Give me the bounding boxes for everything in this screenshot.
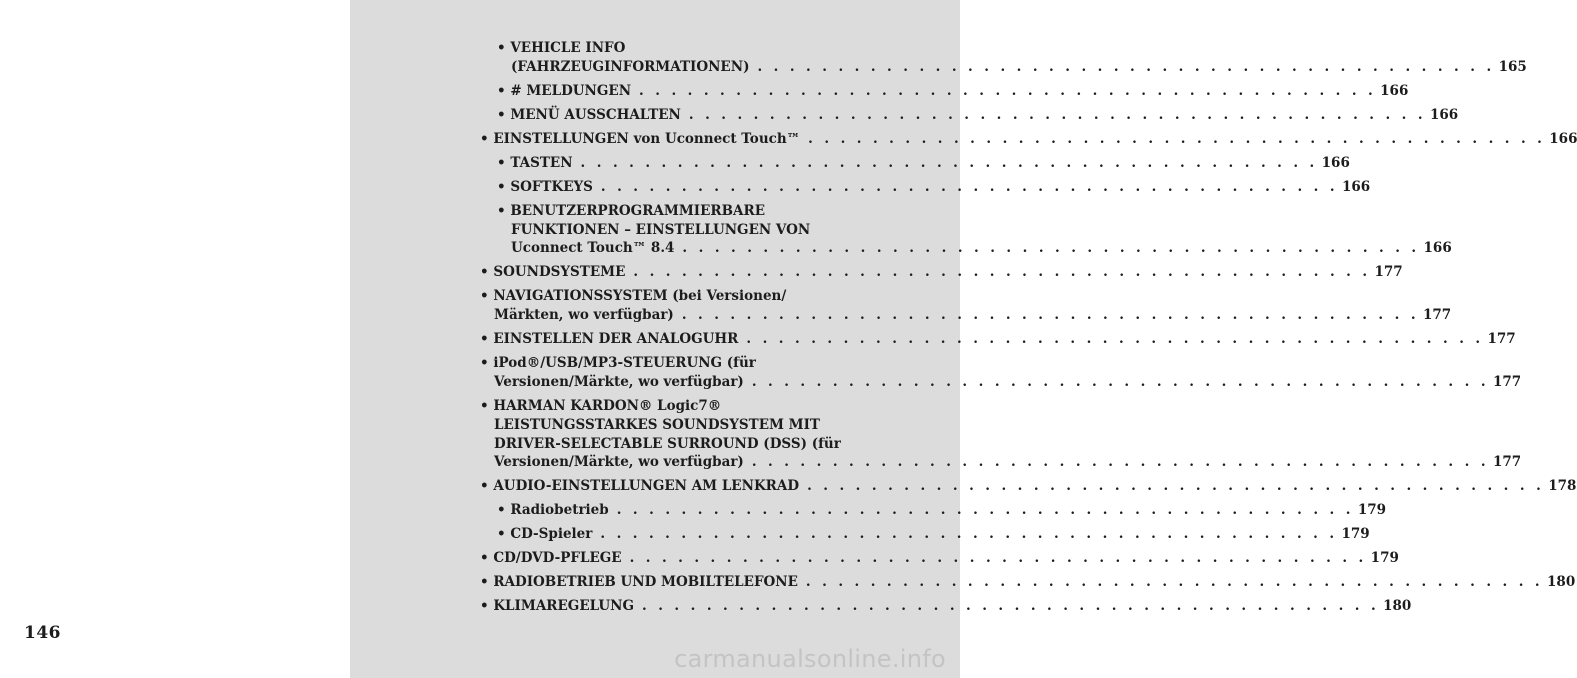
toc-entry-text: • NAVIGATIONSSYSTEM (bei Versionen/ xyxy=(480,288,787,305)
toc-entry-text: • AUDIO-EINSTELLUNGEN AM LENKRAD xyxy=(480,478,800,495)
toc-entry-text: • EINSTELLUNGEN von Uconnect Touch™ xyxy=(480,130,801,147)
toc-entry-line xyxy=(511,58,1527,75)
toc-entry-page[interactable]: 179 xyxy=(1370,550,1399,567)
dot-leader: . . . . . . . . . . . . . . . . . . . . . . . . . . . . . . . . . . . . . . . . . . . . . . xyxy=(688,106,1426,123)
dot-leader: . . . . . . . . . . . . . . . . . . . . . . . . . . . . . . . . . . . . . . . . . . . . . . xyxy=(805,574,1544,591)
toc-entry-line xyxy=(511,222,896,238)
toc-entry-text: • HARMAN KARDON® Logic7® xyxy=(480,398,722,414)
toc-entry-page[interactable]: 166 xyxy=(1549,130,1577,147)
toc-entry-line xyxy=(494,307,1452,324)
toc-entry-line xyxy=(497,82,1409,99)
toc-entry-text: Versionen/Märkte, wo verfügbar) xyxy=(494,454,744,471)
toc-entry-line xyxy=(497,526,1370,543)
toc-entry-line xyxy=(497,154,1350,171)
toc-entry-page[interactable]: 166 xyxy=(1380,82,1409,99)
toc-entry-text: • RADIOBETRIEB UND MOBILTELEFONE xyxy=(480,574,798,591)
dot-leader: . . . . . . . . . . . . . . . . . . . . . . . . . . . . . . . . . . . . . . . . . . . . . . xyxy=(616,502,1354,519)
toc-entry-line xyxy=(480,130,1577,147)
toc-entry-page[interactable]: 180 xyxy=(1383,598,1412,615)
toc-entry-text: Märkten, wo verfügbar) xyxy=(494,307,674,324)
toc-entry-text: FUNKTIONEN – EINSTELLUNGEN VON xyxy=(511,221,811,238)
toc-entry-line xyxy=(480,398,896,414)
toc-entry-page[interactable]: 180 xyxy=(1547,574,1576,591)
toc-entry-text: • CD-Spieler xyxy=(497,526,593,543)
toc-entry-text: • CD/DVD-PFLEGE xyxy=(480,550,622,567)
toc-entry-page[interactable]: 166 xyxy=(1423,240,1452,257)
toc-entry-text: Uconnect Touch™ 8.4 xyxy=(511,240,675,257)
toc-entry-line xyxy=(480,264,1403,281)
toc-entry-text: • SOFTKEYS xyxy=(497,178,593,195)
toc-entry-line xyxy=(480,288,896,304)
toc-entry-text: LEISTUNGSSTARKES SOUNDSYSTEM MIT xyxy=(494,416,820,433)
toc-entry-text: • EINSTELLEN DER ANALOGUHR xyxy=(480,331,739,348)
dot-leader: . . . . . . . . . . . . . . . . . . . . . . . . . . . . . . . . . . . . . . . . . . . . . . xyxy=(751,374,1489,390)
toc-entry-line xyxy=(494,436,896,452)
toc-entry-line xyxy=(480,478,1577,495)
toc-entry-line xyxy=(497,502,1387,519)
toc-entry-line xyxy=(494,454,1522,471)
toc-entry-line xyxy=(497,40,896,56)
toc-entry-line xyxy=(480,355,896,371)
toc-entry-page[interactable]: 165 xyxy=(1498,58,1527,75)
toc-entry-line xyxy=(497,203,896,219)
dot-leader: . . . . . . . . . . . . . . . . . . . . . . . . . . . . . . . . . . . . . . . . . . . . . . xyxy=(751,454,1489,471)
watermark-text: carmanualsonline.info xyxy=(674,645,946,673)
toc-entry-line xyxy=(480,598,1412,615)
dot-leader: . . . . . . . . . . . . . . . . . . . . . . . . . . . . . . . . . . . . . . . . . . . . . . xyxy=(757,58,1495,75)
dot-leader: . . . . . . . . . . . . . . . . . . . . . . . . . . . . . . . . . . . . . . . . . . . . . . xyxy=(580,154,1318,171)
toc-entry-page[interactable]: 177 xyxy=(1422,307,1452,324)
dot-leader: . . . . . . . . . . . . . . . . . . . . . . . . . . . . . . . . . . . . . . . . . . . . . . xyxy=(633,264,1371,281)
toc-entry-line xyxy=(494,374,1522,390)
toc-entry-line xyxy=(511,240,1452,257)
toc-entry-page[interactable]: 179 xyxy=(1357,502,1387,519)
toc-entry-line xyxy=(494,417,896,433)
toc-entry-text: • iPod®/USB/MP3-STEUERUNG (für xyxy=(480,355,756,372)
toc-entry-text: • TASTEN xyxy=(497,154,573,171)
toc-entry-page[interactable]: 166 xyxy=(1321,154,1350,171)
toc-entry-page[interactable]: 177 xyxy=(1492,454,1522,471)
toc-entry-text: • MENÜ AUSSCHALTEN xyxy=(497,106,681,123)
toc-entry-text: • VEHICLE INFO xyxy=(497,40,626,56)
dot-leader: . . . . . . . . . . . . . . . . . . . . . . . . . . . . . . . . . . . . . . . . . . . . . . xyxy=(746,331,1484,348)
dot-leader: . . . . . . . . . . . . . . . . . . . . . . . . . . . . . . . . . . . . . . . . . . . . . . xyxy=(642,598,1380,615)
toc-entry-page[interactable]: 179 xyxy=(1341,526,1370,543)
page-number: 146 xyxy=(24,623,61,643)
dot-leader: . . . . . . . . . . . . . . . . . . . . . . . . . . . . . . . . . . . . . . . . . . . . . . xyxy=(600,178,1338,195)
dot-leader: . . . . . . . . . . . . . . . . . . . . . . . . . . . . . . . . . . . . . . . . . . . . . . xyxy=(600,526,1338,543)
toc-entry-text: Versionen/Märkte, wo verfügbar) xyxy=(494,374,744,390)
toc-entry-text: • SOUNDSYSTEME xyxy=(480,264,626,281)
toc-entry-line xyxy=(497,106,1459,123)
dot-leader: . . . . . . . . . . . . . . . . . . . . . . . . . . . . . . . . . . . . . . . . . . . . . . xyxy=(682,240,1420,257)
toc-entry-page[interactable]: 177 xyxy=(1492,374,1522,390)
toc-entry-text: • Radiobetrieb xyxy=(497,502,609,519)
toc-entry-page[interactable]: 166 xyxy=(1429,106,1459,123)
toc-entry-page[interactable]: 178 xyxy=(1548,478,1577,495)
dot-leader: . . . . . . . . . . . . . . . . . . . . . . . . . . . . . . . . . . . . . . . . . . . . . . xyxy=(629,550,1367,567)
toc-entry-page[interactable]: 166 xyxy=(1342,178,1371,195)
toc-entry-line xyxy=(480,550,1399,567)
toc-entry-page[interactable]: 177 xyxy=(1487,331,1516,348)
toc-entry-text: (FAHRZEUGINFORMATIONEN) xyxy=(511,58,750,75)
toc-entry-line xyxy=(480,331,1516,348)
toc-entry-text: • BENUTZERPROGRAMMIERBARE xyxy=(497,202,766,219)
dot-leader: . . . . . . . . . . . . . . . . . . . . . . . . . . . . . . . . . . . . . . . . . . . . . . xyxy=(807,478,1545,495)
toc-entry-text: DRIVER-SELECTABLE SURROUND (DSS) (für xyxy=(494,435,841,452)
toc-entry-text: • KLIMAREGELUNG xyxy=(480,598,635,615)
toc-entry-line xyxy=(480,574,1576,591)
toc-entry-text: • # MELDUNGEN xyxy=(497,82,632,99)
toc-entry-line xyxy=(497,178,1371,195)
dot-leader: . . . . . . . . . . . . . . . . . . . . . . . . . . . . . . . . . . . . . . . . . . . . . . xyxy=(639,82,1377,99)
dot-leader: . . . . . . . . . . . . . . . . . . . . . . . . . . . . . . . . . . . . . . . . . . . . . . xyxy=(681,307,1419,324)
toc-entry-page[interactable]: 177 xyxy=(1374,264,1403,281)
dot-leader: . . . . . . . . . . . . . . . . . . . . . . . . . . . . . . . . . . . . . . . . . . . . . . xyxy=(808,130,1546,147)
